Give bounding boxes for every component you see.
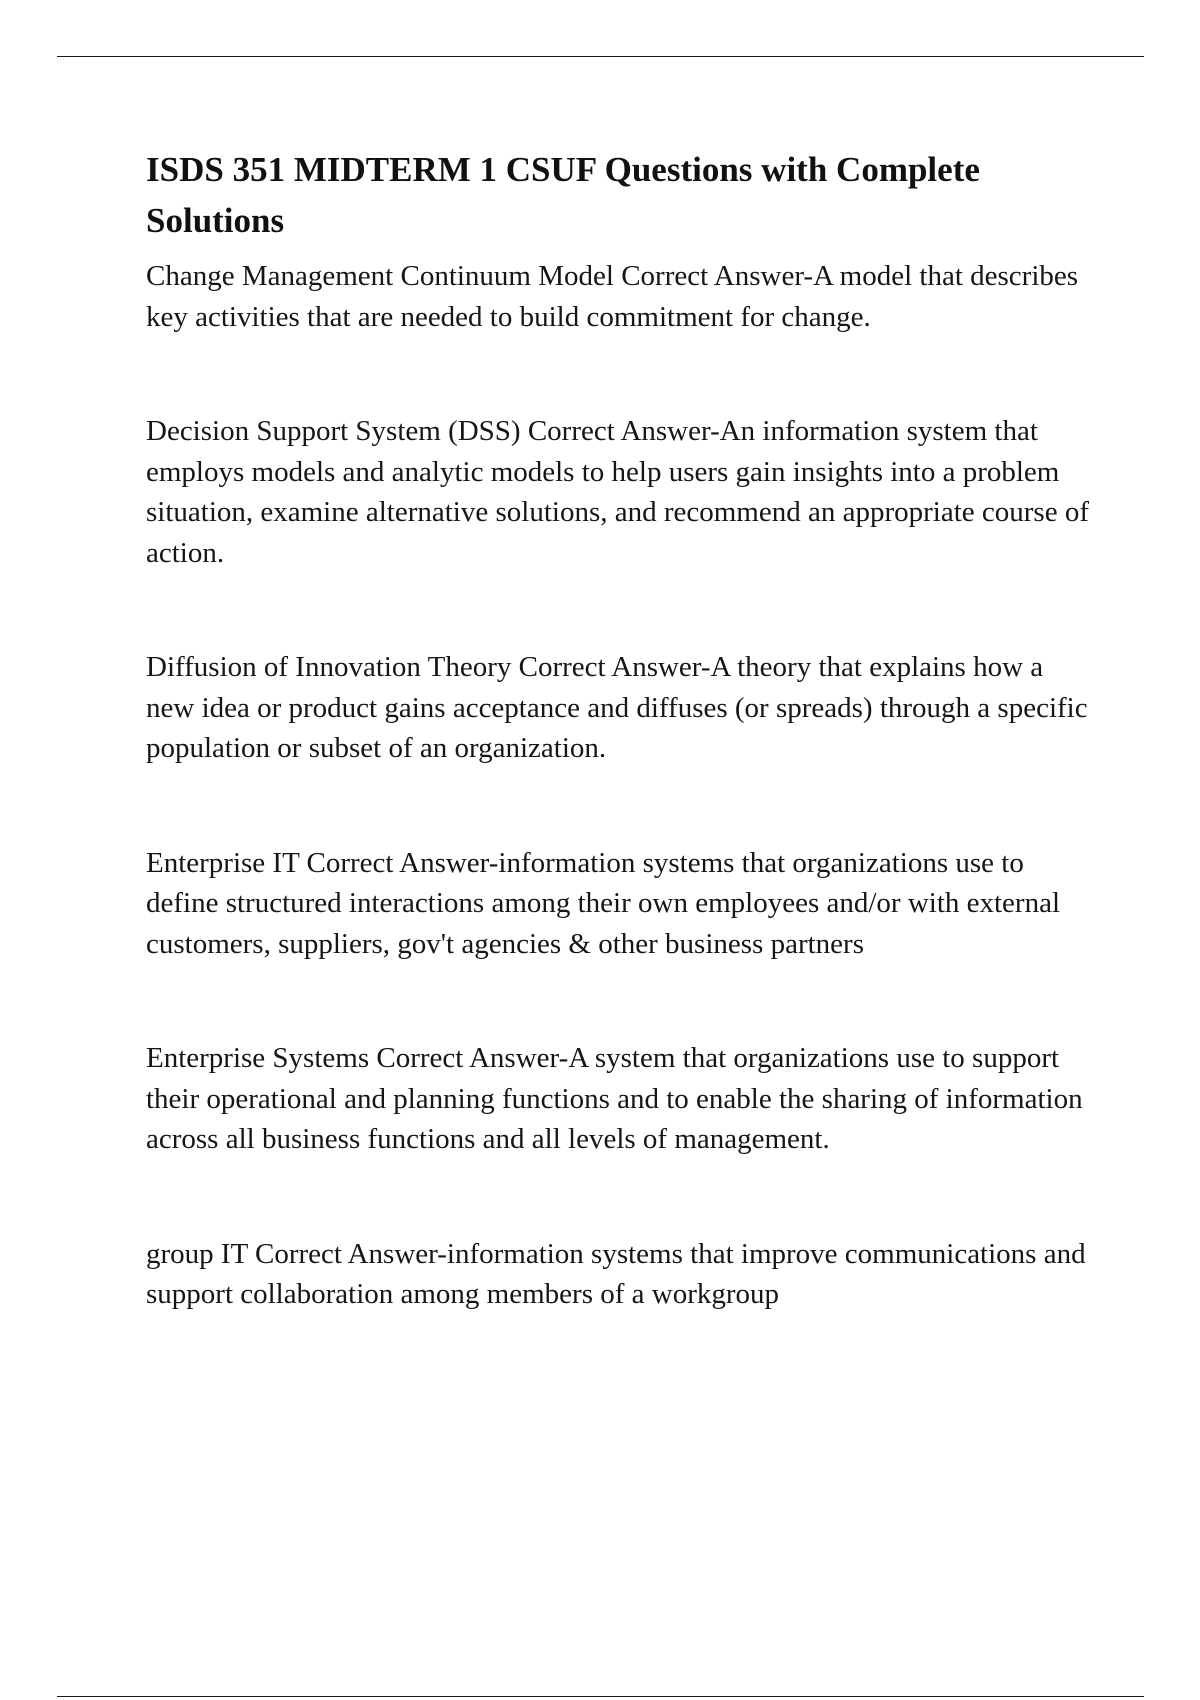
entry-diffusion-of-innovation: Diffusion of Innovation Theory Correct Answer-A theory that explains how a new idea or product gains acceptance and diffuses (or spreads) through a specific population or subset of an organization.	[146, 651, 1088, 764]
document-title: ISDS 351 MIDTERM 1 CSUF Questions with Complete Solutions	[146, 150, 980, 240]
entry-decision-support-system: Decision Support System (DSS) Correct Answer-An information system that employs models and analytic models to help users gain insights into a problem situation, examine alternative solutions, and recommend an appropriate course of action.	[146, 415, 1089, 569]
document-body	[146, 144, 1096, 1315]
top-divider	[57, 56, 1144, 57]
entry-enterprise-it: Enterprise IT Correct Answer-information systems that organizations use to define structured interactions among their own employees and/or with external customers, suppliers, gov't agencies & other business partners	[146, 846, 1061, 960]
entry-enterprise-systems: Enterprise Systems Correct Answer-A system that organizations use to support their operational and planning functions and to enable the sharing of information across all business functions and all levels of management.	[146, 1042, 1083, 1155]
entry-group-it: group IT Correct Answer-information systems that improve communications and support collaboration among members of a workgroup	[146, 1237, 1086, 1310]
entry-change-management: Change Management Continuum Model Correct Answer-A model that describes key activities that are needed to build commitment for change.	[146, 260, 1079, 333]
bottom-divider	[57, 1696, 1144, 1697]
